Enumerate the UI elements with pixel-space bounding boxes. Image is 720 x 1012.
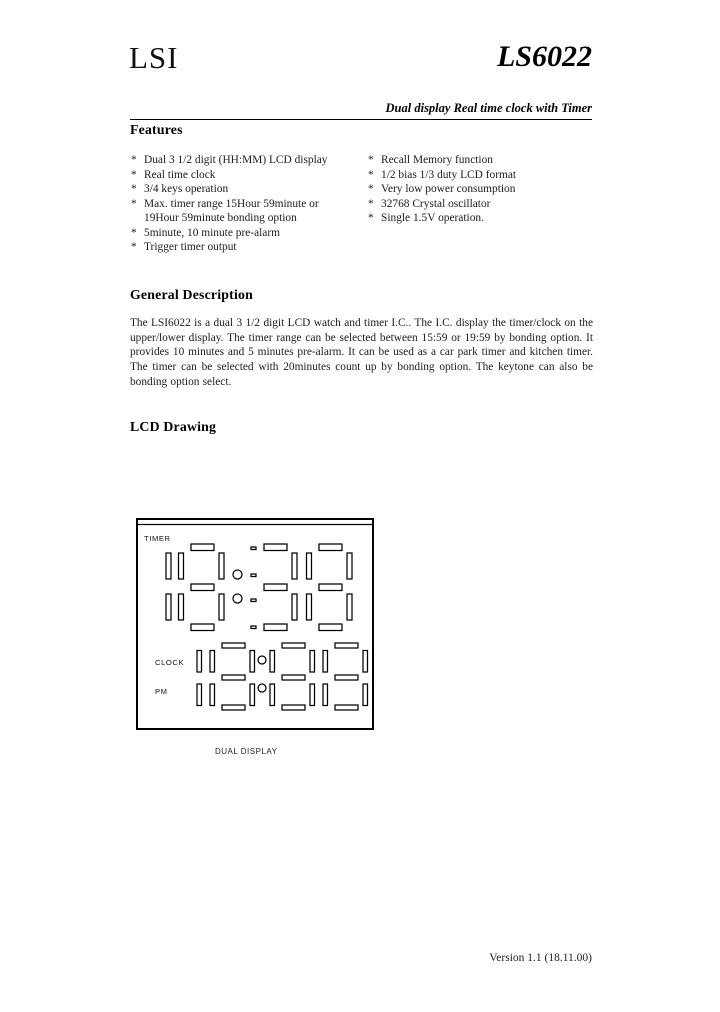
bullet: * [368, 197, 374, 210]
feature-text: 1/2 bias 1/3 duty LCD format [381, 168, 517, 181]
feature-text: Trigger timer output [144, 241, 237, 253]
company-logo: LSI [129, 40, 179, 75]
feature-item [368, 182, 594, 197]
bullet: * [131, 226, 137, 239]
feature-text: Recall Memory function [381, 154, 493, 166]
colon-dot [258, 684, 266, 692]
lcd-drawing-heading: LCD Drawing [130, 419, 217, 434]
feature-item [131, 197, 363, 212]
timer-colon [233, 570, 242, 603]
lcd-drawing-box [136, 518, 374, 730]
timer-half-digit [166, 553, 171, 620]
dual-display-caption: DUAL DISPLAY [215, 747, 278, 756]
features-list-left [131, 153, 363, 255]
bullet: * [368, 183, 374, 195]
bullet: * [131, 183, 137, 195]
bullet: * [131, 168, 137, 181]
feature-text: 32768 Crystal oscillator [381, 197, 491, 210]
seven-segment-digit [179, 544, 225, 631]
feature-text: Dual 3 1/2 digit (HH:MM) LCD display [144, 154, 328, 166]
bullet: * [131, 241, 137, 253]
feature-item [368, 197, 594, 212]
feature-text: 19Hour 59minute bonding option [144, 212, 297, 224]
bullet: * [368, 168, 374, 181]
feature-item [131, 153, 363, 168]
feature-text: Max. timer range 15Hour 59minute or [144, 197, 319, 210]
bullet: * [368, 212, 374, 224]
feature-item [368, 168, 594, 183]
features-heading: Features [130, 122, 183, 137]
clock-half-digit [197, 651, 202, 706]
bullet: * [131, 197, 137, 210]
clock-colon [258, 656, 266, 692]
timer-label: TIMER [144, 534, 171, 543]
features-list-right [368, 153, 594, 226]
seven-segment-digit [323, 643, 368, 710]
general-description-heading: General Description [130, 287, 253, 302]
feature-item [368, 211, 594, 226]
feature-item [131, 226, 363, 241]
bullet: * [131, 154, 137, 166]
feature-text: Single 1.5V operation. [381, 212, 484, 224]
lcd-display-diagram [138, 520, 372, 728]
colon-dot [233, 594, 242, 603]
feature-item [368, 153, 594, 168]
clock-label: CLOCK [155, 658, 185, 667]
seven-segment-digit [251, 544, 297, 631]
seven-segment-digit [210, 643, 255, 710]
colon-dot [258, 656, 266, 664]
feature-item-continuation [131, 211, 363, 226]
document-subtitle: Dual display Real time clock with Timer [385, 101, 592, 115]
version-footer: Version 1.1 (18.11.00) [489, 952, 592, 964]
feature-item [131, 182, 363, 197]
feature-text: Real time clock [144, 168, 216, 181]
seven-segment-digit [307, 544, 353, 631]
feature-text: 5minute, 10 minute pre-alarm [144, 226, 281, 239]
header-rule [130, 98, 592, 120]
colon-dot [233, 570, 242, 579]
feature-text: Very low power consumption [381, 183, 516, 195]
pm-label: PM [155, 687, 168, 696]
part-number: LS6022 [496, 40, 592, 73]
feature-item [131, 168, 363, 183]
bullet [131, 211, 144, 226]
seven-segment-digit [270, 643, 315, 710]
bullet: * [368, 154, 374, 166]
general-description-text: The LSI6022 is a dual 3 1/2 digit LCD watch and timer I.C.. The I.C. display the timer/clock on the upper/lower display. The timer range can be selected between 15:59 or 19:59 by bonding option. It provides 10 minutes and 5 minutes pre-alarm. It can be used as a car park timer and kitchen timer. The timer can be selected with 20minutes count up by bonding option. The keytone can also be bonding option select. [130, 317, 593, 388]
feature-item [131, 240, 363, 255]
feature-text: 3/4 keys operation [144, 183, 229, 195]
